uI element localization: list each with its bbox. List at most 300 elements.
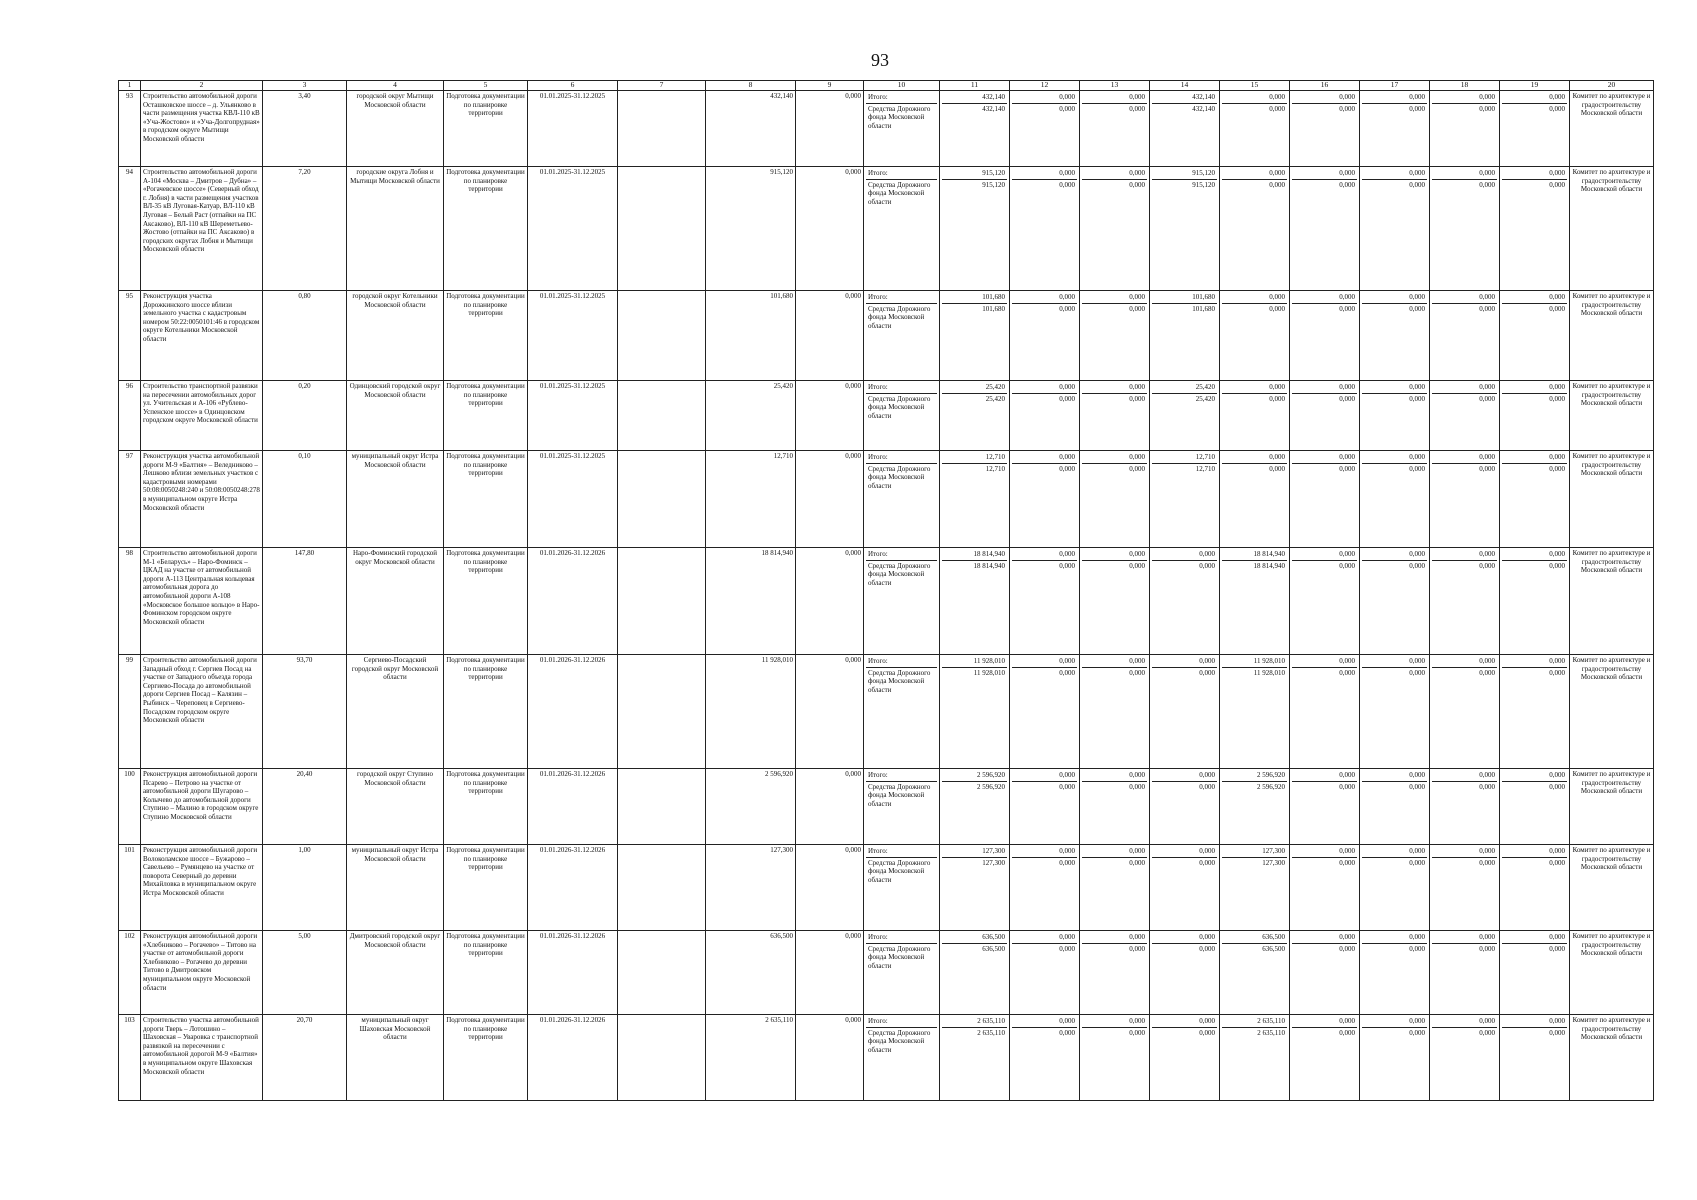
amount-fund: 0,000	[1549, 944, 1565, 953]
municipality: городской округ Мытищи Московской области	[347, 91, 444, 167]
source-fund-label: Средства Дорожного фонда Московской области	[868, 858, 931, 884]
amount-total: 2 635,110	[1222, 1016, 1287, 1028]
amount-fund: 0,000	[1129, 668, 1145, 677]
amount-total: 0,000	[1012, 770, 1077, 782]
table-row	[119, 931, 1654, 1015]
work-stage: Подготовка документации по планировке территории	[444, 1015, 528, 1101]
year-amount	[940, 845, 1010, 931]
source-total-label: Итого:	[866, 452, 937, 464]
amount-fund: 0,000	[1549, 858, 1565, 867]
year-amount	[1150, 548, 1220, 655]
amount-fund: 0,000	[1339, 668, 1355, 677]
amount-fund: 0,000	[1479, 1028, 1495, 1037]
amount-fund: 0,000	[1479, 944, 1495, 953]
responsible-customer: Комитет по архитектуре и градостроительству Московской области	[1570, 845, 1654, 931]
responsible-customer: Комитет по архитектуре и градостроительству Московской области	[1570, 167, 1654, 291]
municipality: городские округа Лобня и Мытищи Московской области	[347, 167, 444, 291]
amount-total: 0,000	[1012, 1016, 1077, 1028]
municipality: городской округ Ступино Московской области	[347, 769, 444, 845]
amount-fund: 101,680	[982, 304, 1005, 313]
work-stage: Подготовка документации по планировке территории	[444, 381, 528, 451]
amount-fund: 0,000	[1339, 561, 1355, 570]
year-amount	[1290, 655, 1360, 769]
amount-fund: 0,000	[1129, 304, 1145, 313]
year-amount	[1150, 381, 1220, 451]
amount-total: 0,000	[1222, 452, 1287, 464]
amount-total: 0,000	[1432, 770, 1497, 782]
table-row	[119, 381, 1654, 451]
source-fund-label: Средства Дорожного фонда Московской области	[868, 668, 931, 694]
amount-total: 0,000	[1432, 549, 1497, 561]
column-number: 6	[528, 81, 618, 91]
amount-total: 0,000	[1362, 92, 1427, 104]
responsible-customer: Комитет по архитектуре и градостроительству Московской области	[1570, 931, 1654, 1015]
funding-source	[864, 1015, 940, 1101]
amount-total: 11 928,010	[1222, 656, 1287, 668]
work-stage: Подготовка документации по планировке территории	[444, 769, 528, 845]
amount-total: 0,000	[1432, 1016, 1497, 1028]
responsible-customer: Комитет по архитектуре и градостроительству Московской области	[1570, 91, 1654, 167]
amount-fund: 0,000	[1059, 180, 1075, 189]
amount-fund: 0,000	[1059, 1028, 1075, 1037]
amount-total: 0,000	[1082, 382, 1147, 394]
amount-fund: 636,500	[982, 944, 1005, 953]
row-number: 103	[119, 1015, 141, 1101]
table-row	[119, 655, 1654, 769]
table-row	[119, 1015, 1654, 1101]
limit-total: 432,140	[706, 91, 796, 167]
amount-total: 0,000	[1362, 656, 1427, 668]
amount-total: 0,000	[1292, 770, 1357, 782]
year-amount	[1290, 167, 1360, 291]
amount-total: 0,000	[1082, 452, 1147, 464]
row-number: 99	[119, 655, 141, 769]
municipality: муниципальный округ Шаховская Московской области	[347, 1015, 444, 1101]
year-amount	[1360, 167, 1430, 291]
year-amount	[1360, 769, 1430, 845]
amount-fund: 0,000	[1059, 104, 1075, 113]
year-amount	[1220, 291, 1290, 381]
year-amount	[1430, 845, 1500, 931]
object-name: Строительство автомобильной дороги Осташковское шоссе – д. Ульянково в части размещения участка КВЛ-110 кВ «Уча-Жостово» и «Уча-Долгопрудная» в городском округе Мытищи Московской области	[141, 91, 263, 167]
column-number: 7	[618, 81, 706, 91]
amount-total: 18 814,940	[942, 549, 1007, 561]
amount-total: 0,000	[1012, 292, 1077, 304]
amount-total: 11 928,010	[942, 656, 1007, 668]
column-number: 14	[1150, 81, 1220, 91]
amount-fund: 0,000	[1269, 464, 1285, 473]
year-amount	[1150, 1015, 1220, 1101]
amount-fund: 0,000	[1059, 782, 1075, 791]
amount-fund: 0,000	[1199, 944, 1215, 953]
year-amount	[1360, 291, 1430, 381]
period: 01.01.2026-31.12.2026	[528, 845, 618, 931]
row-number: 94	[119, 167, 141, 291]
year-amount	[1080, 451, 1150, 548]
funded-value: 0,000	[796, 291, 864, 381]
amount-total: 432,140	[942, 92, 1007, 104]
amount-total: 0,000	[1082, 846, 1147, 858]
year-amount	[1220, 548, 1290, 655]
year-amount	[1360, 1015, 1430, 1101]
responsible-customer: Комитет по архитектуре и градостроительству Московской области	[1570, 769, 1654, 845]
amount-total: 915,120	[942, 168, 1007, 180]
amount-total: 18 814,940	[1222, 549, 1287, 561]
amount-fund: 0,000	[1549, 394, 1565, 403]
amount-fund: 915,120	[982, 180, 1005, 189]
amount-total: 0,000	[1292, 656, 1357, 668]
amount-fund: 0,000	[1129, 782, 1145, 791]
amount-fund: 0,000	[1059, 668, 1075, 677]
year-amount	[1500, 167, 1570, 291]
year-amount	[940, 931, 1010, 1015]
amount-total: 12,710	[1152, 452, 1217, 464]
object-name: Строительство автомобильной дороги А-104 «Москва – Дмитров – Дубна» – «Рогачевское шоссе» (Северный обход г. Лобня) в части размещения участков ВЛ-35 кВ Луговая-Катуар, ВЛ-110 кВ Луговая – Белый Раст (отпайки на ПС Аксаково), ВЛ-110 кВ Шереметьево-Жостово (отпайки на ПС Аксаково) в городских округах Лобня и Мытищи Московской области	[141, 167, 263, 291]
work-stage: Подготовка документации по планировке территории	[444, 548, 528, 655]
amount-fund: 25,420	[985, 394, 1005, 403]
amount-total: 0,000	[1362, 770, 1427, 782]
amount-fund: 0,000	[1549, 180, 1565, 189]
amount-total: 0,000	[1362, 168, 1427, 180]
amount-fund: 0,000	[1059, 394, 1075, 403]
limit-total: 11 928,010	[706, 655, 796, 769]
work-stage: Подготовка документации по планировке территории	[444, 291, 528, 381]
year-amount	[940, 291, 1010, 381]
year-amount	[1080, 769, 1150, 845]
column-number: 3	[263, 81, 347, 91]
year-amount	[1430, 381, 1500, 451]
amount-total: 0,000	[1222, 292, 1287, 304]
amount-fund: 12,710	[1195, 464, 1215, 473]
limit-total: 2 635,110	[706, 1015, 796, 1101]
year-amount	[1010, 769, 1080, 845]
row-number: 95	[119, 291, 141, 381]
amount-total: 0,000	[1082, 932, 1147, 944]
year-amount	[1360, 451, 1430, 548]
source-total-label: Итого:	[866, 770, 937, 782]
year-amount	[1010, 291, 1080, 381]
year-amount	[1360, 931, 1430, 1015]
funded-value: 0,000	[796, 167, 864, 291]
object-name: Реконструкция участка Дорожкинского шоссе вблизи земельного участка с кадастровым номером 50:22:0050101:46 в городском округе Котельники Московской области	[141, 291, 263, 381]
municipality: городской округ Котельники Московской области	[347, 291, 444, 381]
work-stage: Подготовка документации по планировке территории	[444, 451, 528, 548]
amount-fund: 127,300	[1262, 858, 1285, 867]
source-fund-label: Средства Дорожного фонда Московской области	[868, 1028, 931, 1054]
length-km: 0,20	[263, 381, 347, 451]
year-amount	[1010, 381, 1080, 451]
year-amount	[1010, 931, 1080, 1015]
period: 01.01.2026-31.12.2026	[528, 769, 618, 845]
amount-total: 0,000	[1432, 846, 1497, 858]
funded-value: 0,000	[796, 548, 864, 655]
funded-value: 0,000	[796, 1015, 864, 1101]
table-row	[119, 769, 1654, 845]
object-name: Реконструкция участка автомобильной дороги М-9 «Балтия» – Веледниково – Лешково вблизи земельных участков с кадастровыми номерами 50:08:0050248:240 и 50:08:0050248:278 в муниципальном округе Истра Московской области	[141, 451, 263, 548]
work-stage: Подготовка документации по планировке территории	[444, 931, 528, 1015]
year-amount	[1290, 1015, 1360, 1101]
amount-fund: 0,000	[1479, 304, 1495, 313]
year-amount	[1080, 1015, 1150, 1101]
amount-total: 101,680	[942, 292, 1007, 304]
year-amount	[1010, 451, 1080, 548]
amount-total: 0,000	[1082, 92, 1147, 104]
length-km: 20,70	[263, 1015, 347, 1101]
year-amount	[1500, 381, 1570, 451]
amount-fund: 0,000	[1409, 104, 1425, 113]
amount-total: 0,000	[1292, 382, 1357, 394]
year-amount	[1010, 91, 1080, 167]
year-amount	[1220, 769, 1290, 845]
amount-fund: 0,000	[1409, 561, 1425, 570]
amount-fund: 2 596,920	[1257, 782, 1285, 791]
row-number: 100	[119, 769, 141, 845]
amount-fund: 0,000	[1479, 180, 1495, 189]
column-7	[618, 451, 706, 548]
year-amount	[1430, 451, 1500, 548]
amount-total: 432,140	[1152, 92, 1217, 104]
year-amount	[1010, 845, 1080, 931]
source-fund-label: Средства Дорожного фонда Московской области	[868, 180, 931, 206]
funding-source	[864, 845, 940, 931]
row-number: 96	[119, 381, 141, 451]
year-amount	[1430, 91, 1500, 167]
amount-fund: 0,000	[1269, 180, 1285, 189]
period: 01.01.2025-31.12.2025	[528, 381, 618, 451]
source-fund-label: Средства Дорожного фонда Московской области	[868, 304, 931, 330]
column-7	[618, 167, 706, 291]
table-row	[119, 548, 1654, 655]
year-amount	[1220, 655, 1290, 769]
amount-total: 0,000	[1152, 1016, 1217, 1028]
amount-total: 0,000	[1152, 846, 1217, 858]
responsible-customer: Комитет по архитектуре и градостроительству Московской области	[1570, 381, 1654, 451]
amount-fund: 0,000	[1409, 464, 1425, 473]
column-number: 9	[796, 81, 864, 91]
amount-total: 101,680	[1152, 292, 1217, 304]
year-amount	[940, 1015, 1010, 1101]
responsible-customer: Комитет по архитектуре и градостроительству Московской области	[1570, 1015, 1654, 1101]
amount-total: 0,000	[1432, 382, 1497, 394]
column-7	[618, 1015, 706, 1101]
amount-total: 0,000	[1292, 292, 1357, 304]
year-amount	[1010, 655, 1080, 769]
amount-total: 0,000	[1012, 168, 1077, 180]
amount-fund: 0,000	[1339, 858, 1355, 867]
amount-total: 0,000	[1502, 549, 1567, 561]
year-amount	[1360, 381, 1430, 451]
responsible-customer: Комитет по архитектуре и градостроительству Московской области	[1570, 291, 1654, 381]
funded-value: 0,000	[796, 91, 864, 167]
amount-total: 127,300	[942, 846, 1007, 858]
amount-total: 0,000	[1502, 168, 1567, 180]
amount-fund: 0,000	[1339, 464, 1355, 473]
amount-total: 0,000	[1012, 452, 1077, 464]
funded-value: 0,000	[796, 931, 864, 1015]
length-km: 5,00	[263, 931, 347, 1015]
program-table	[118, 80, 1654, 1101]
amount-fund: 2 635,110	[977, 1028, 1005, 1037]
year-amount	[1430, 548, 1500, 655]
amount-fund: 25,420	[1195, 394, 1215, 403]
column-7	[618, 655, 706, 769]
amount-fund: 0,000	[1129, 104, 1145, 113]
amount-fund: 0,000	[1479, 858, 1495, 867]
year-amount	[1430, 655, 1500, 769]
amount-total: 0,000	[1152, 932, 1217, 944]
year-amount	[1220, 381, 1290, 451]
amount-fund: 0,000	[1129, 1028, 1145, 1037]
row-number: 93	[119, 91, 141, 167]
column-number: 11	[940, 81, 1010, 91]
amount-total: 0,000	[1292, 846, 1357, 858]
amount-fund: 0,000	[1549, 304, 1565, 313]
column-number: 16	[1290, 81, 1360, 91]
year-amount	[1150, 769, 1220, 845]
amount-fund: 0,000	[1409, 394, 1425, 403]
amount-total: 12,710	[942, 452, 1007, 464]
source-total-label: Итого:	[866, 1016, 937, 1028]
amount-fund: 0,000	[1269, 394, 1285, 403]
funding-source	[864, 381, 940, 451]
column-number: 17	[1360, 81, 1430, 91]
source-total-label: Итого:	[866, 168, 937, 180]
year-amount	[1150, 655, 1220, 769]
amount-total: 0,000	[1502, 932, 1567, 944]
period: 01.01.2025-31.12.2025	[528, 451, 618, 548]
object-name: Строительство участка автомобильной дороги Тверь – Лотошино – Шаховская – Уваровка с транспортной развязкой на пересечении с автомобильной дорогой М-9 «Балтия» в муниципальном округе Шаховская Московской области	[141, 1015, 263, 1101]
amount-fund: 0,000	[1549, 464, 1565, 473]
amount-total: 915,120	[1152, 168, 1217, 180]
amount-fund: 0,000	[1479, 464, 1495, 473]
amount-fund: 0,000	[1479, 782, 1495, 791]
amount-fund: 0,000	[1129, 464, 1145, 473]
column-number-row	[119, 81, 1654, 91]
amount-fund: 18 814,940	[1253, 561, 1285, 570]
source-fund-label: Средства Дорожного фонда Московской области	[868, 944, 931, 970]
municipality: муниципальный округ Истра Московской области	[347, 451, 444, 548]
year-amount	[1360, 91, 1430, 167]
column-7	[618, 548, 706, 655]
amount-fund: 0,000	[1269, 304, 1285, 313]
amount-fund: 0,000	[1549, 104, 1565, 113]
year-amount	[1080, 548, 1150, 655]
year-amount	[1220, 91, 1290, 167]
year-amount	[1500, 931, 1570, 1015]
amount-total: 0,000	[1432, 168, 1497, 180]
amount-total: 0,000	[1502, 1016, 1567, 1028]
amount-fund: 432,140	[982, 104, 1005, 113]
amount-fund: 0,000	[1129, 180, 1145, 189]
year-amount	[1430, 769, 1500, 845]
table-row	[119, 291, 1654, 381]
amount-total: 0,000	[1432, 92, 1497, 104]
year-amount	[1500, 548, 1570, 655]
year-amount	[1080, 655, 1150, 769]
amount-fund: 0,000	[1549, 782, 1565, 791]
source-total-label: Итого:	[866, 932, 937, 944]
object-name: Строительство автомобильной дороги М-1 «Беларусь» – Наро-Фоминск – ЦКАД на участке от автомобильной дороги А-113 Центральная кольцевая автомобильная дорога до автомобильной дороги А-108 «Московское большое кольцо» в Наро-Фоминском городском округе Московской области	[141, 548, 263, 655]
amount-fund: 2 596,920	[977, 782, 1005, 791]
period: 01.01.2026-31.12.2026	[528, 548, 618, 655]
amount-total: 0,000	[1082, 1016, 1147, 1028]
source-fund-label: Средства Дорожного фонда Московской области	[868, 394, 931, 420]
amount-total: 0,000	[1012, 846, 1077, 858]
amount-total: 0,000	[1432, 292, 1497, 304]
year-amount	[1290, 931, 1360, 1015]
municipality: Дмитровский городской округ Московской области	[347, 931, 444, 1015]
amount-fund: 0,000	[1409, 668, 1425, 677]
column-7	[618, 291, 706, 381]
source-fund-label: Средства Дорожного фонда Московской области	[868, 561, 931, 587]
year-amount	[1430, 931, 1500, 1015]
amount-fund: 0,000	[1549, 668, 1565, 677]
amount-total: 0,000	[1362, 1016, 1427, 1028]
source-fund-label: Средства Дорожного фонда Московской области	[868, 782, 931, 808]
year-amount	[1080, 845, 1150, 931]
amount-fund: 0,000	[1059, 858, 1075, 867]
amount-total: 0,000	[1292, 168, 1357, 180]
funded-value: 0,000	[796, 655, 864, 769]
period: 01.01.2026-31.12.2026	[528, 655, 618, 769]
funding-source	[864, 91, 940, 167]
year-amount	[1150, 845, 1220, 931]
amount-total: 0,000	[1292, 549, 1357, 561]
page-number: 93	[871, 50, 889, 70]
work-stage: Подготовка документации по планировке территории	[444, 845, 528, 931]
column-number: 19	[1500, 81, 1570, 91]
limit-total: 127,300	[706, 845, 796, 931]
amount-fund: 0,000	[1409, 304, 1425, 313]
amount-total: 0,000	[1292, 452, 1357, 464]
year-amount	[1220, 931, 1290, 1015]
amount-fund: 0,000	[1129, 394, 1145, 403]
column-number: 13	[1080, 81, 1150, 91]
municipality: Наро-Фоминский городской округ Московской области	[347, 548, 444, 655]
year-amount	[1010, 548, 1080, 655]
amount-fund: 18 814,940	[973, 561, 1005, 570]
column-number: 18	[1430, 81, 1500, 91]
amount-fund: 101,680	[1192, 304, 1215, 313]
object-name: Реконструкция автомобильной дороги Волоколамское шоссе – Бужарово – Савельево – Румянцево на участке от поворота Северный до деревни Михайловка в муниципальном округе Истра Московской области	[141, 845, 263, 931]
object-name: Строительство транспортной развязки на пересечении автомобильных дорог ул. Учительская и А-106 «Рублево-Успенское шоссе» в Одинцовском городском округе Московской области	[141, 381, 263, 451]
year-amount	[1150, 291, 1220, 381]
column-number: 8	[706, 81, 796, 91]
amount-fund: 0,000	[1339, 782, 1355, 791]
amount-total: 0,000	[1362, 382, 1427, 394]
amount-total: 0,000	[1012, 92, 1077, 104]
limit-total: 18 814,940	[706, 548, 796, 655]
period: 01.01.2025-31.12.2025	[528, 291, 618, 381]
period: 01.01.2025-31.12.2025	[528, 91, 618, 167]
amount-total: 0,000	[1362, 452, 1427, 464]
period: 01.01.2026-31.12.2026	[528, 931, 618, 1015]
amount-fund: 0,000	[1199, 668, 1215, 677]
amount-total: 0,000	[1432, 452, 1497, 464]
object-name: Реконструкция автомобильной дороги «Хлебниково – Рогачево» – Титово на участке от автомобильной дороги Хлебниково – Рогачево до деревни Титово в Дмитровском муниципальном округе Московской области	[141, 931, 263, 1015]
length-km: 0,10	[263, 451, 347, 548]
amount-fund: 0,000	[1339, 394, 1355, 403]
responsible-customer: Комитет по архитектуре и градостроительству Московской области	[1570, 548, 1654, 655]
amount-fund: 0,000	[1339, 180, 1355, 189]
year-amount	[1500, 655, 1570, 769]
amount-fund: 0,000	[1059, 561, 1075, 570]
funding-source	[864, 167, 940, 291]
year-amount	[1150, 931, 1220, 1015]
year-amount	[940, 548, 1010, 655]
amount-total: 0,000	[1222, 92, 1287, 104]
column-number: 20	[1570, 81, 1654, 91]
